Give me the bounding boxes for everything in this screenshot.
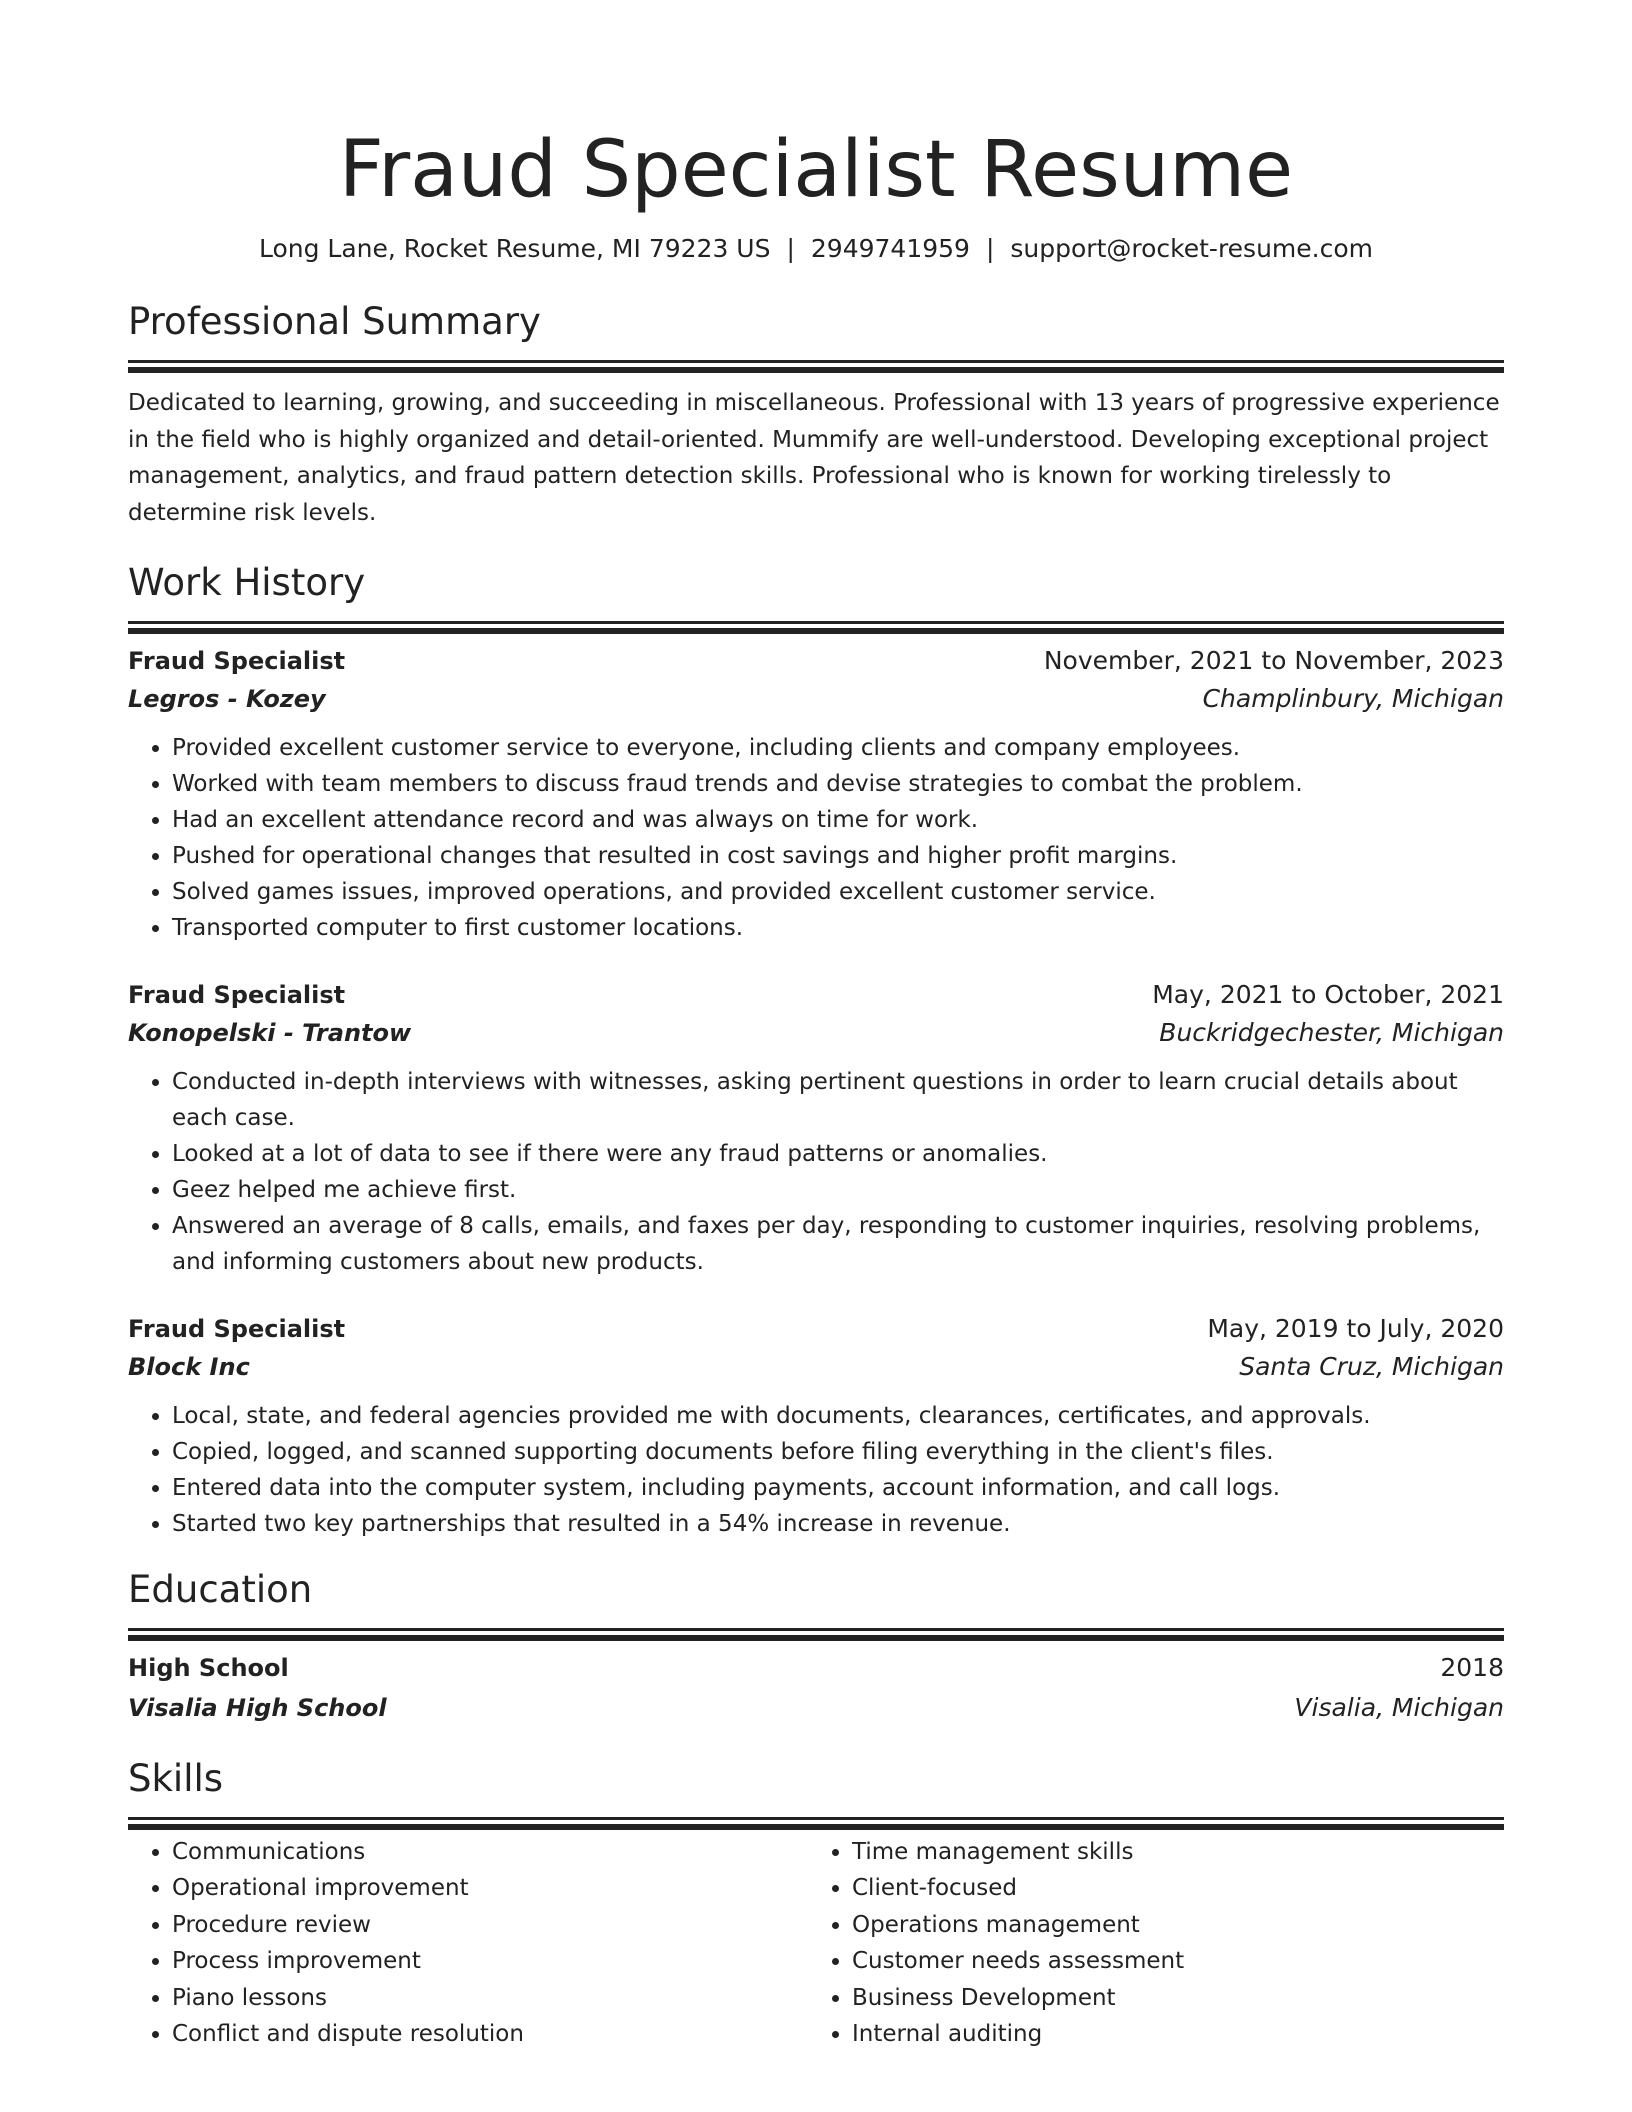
list-item: • Procedure review: [172, 1907, 816, 1943]
job-entry: [128, 642, 1504, 946]
job-location: Buckridgechester, Michigan: [1159, 1018, 1504, 1047]
job-title: Fraud Specialist: [128, 647, 346, 675]
section-heading: Skills: [128, 1757, 224, 1800]
jobs-list: [128, 642, 1504, 1542]
education-location: Visalia, Michigan: [1294, 1693, 1504, 1722]
job-title: Fraud Specialist: [128, 981, 346, 1009]
skills-grid: [128, 1834, 1504, 2052]
list-item: • Business Development: [852, 1980, 1504, 2016]
section-heading: Work History: [128, 561, 366, 604]
list-item: • Geez helped me achieve first.: [172, 1172, 1504, 1208]
work-history-section: [128, 559, 1504, 1542]
list-item: • Customer needs assessment: [852, 1943, 1504, 1979]
job-title: Fraud Specialist: [128, 1315, 346, 1343]
job-bullets: [128, 1064, 1504, 1280]
section-heading: Education: [128, 1568, 313, 1611]
section-heading: Professional Summary: [128, 300, 541, 343]
job-location: Champlinbury, Michigan: [1202, 684, 1504, 713]
job-location: Santa Cruz, Michigan: [1239, 1352, 1504, 1381]
section-divider: [128, 1817, 1504, 1820]
list-item: • Process improvement: [172, 1943, 816, 1979]
education-section: [128, 1566, 1504, 1727]
job-company: Legros - Kozey: [128, 685, 326, 713]
job-bullets: [128, 1398, 1504, 1542]
list-item: • Operational improvement: [172, 1870, 816, 1906]
section-divider: [128, 621, 1504, 624]
skills-column-right: [816, 1834, 1504, 2052]
contact-address: Long Lane, Rocket Resume, MI 79223 US: [258, 234, 771, 263]
resume-page: [128, 0, 1504, 2052]
list-item: • Pushed for operational changes that resulted in cost savings and higher profit margins.: [172, 838, 1504, 874]
list-item: • Conflict and dispute resolution: [172, 2016, 816, 2052]
job-company: Block Inc: [128, 1353, 250, 1381]
job-entry: [128, 976, 1504, 1280]
list-item: • Solved games issues, improved operations, and provided excellent customer service.: [172, 874, 1504, 910]
contact-separator: |: [786, 234, 795, 263]
job-dates: May, 2019 to July, 2020: [1207, 1314, 1504, 1343]
skills-section: [128, 1755, 1504, 2052]
contact-separator: |: [985, 234, 995, 263]
job-bullets: [128, 730, 1504, 946]
list-item: • Conducted in-depth interviews with witnesses, asking pertinent questions in order to learn crucial details about each case.: [172, 1064, 1504, 1136]
list-item: • Internal auditing: [852, 2016, 1504, 2052]
job-dates: November, 2021 to November, 2023: [1043, 646, 1504, 675]
list-item: • Looked at a lot of data to see if there were any fraud patterns or anomalies.: [172, 1136, 1504, 1172]
list-item: • Worked with team members to discuss fraud trends and devise strategies to combat the problem.: [172, 766, 1504, 802]
summary-text: Dedicated to learning, growing, and succeeding in miscellaneous. Professional with 13 years of progressive experience in the field who is highly organized and detail-oriented. Mummify are well-understood. Developing exceptional project management, analytics, and fraud pattern detection skills. Professional who is known for working tirelessly to determine risk levels.: [128, 390, 1500, 526]
list-item: • Time management skills: [852, 1834, 1504, 1870]
list-item: • Local, state, and federal agencies provided me with documents, clearances, certificates, and approvals.: [172, 1398, 1504, 1434]
job-entry: [128, 1310, 1504, 1542]
skills-column-left: [128, 1834, 816, 2052]
list-item: • Communications: [172, 1834, 816, 1870]
list-item: • Transported computer to first customer locations.: [172, 910, 1504, 946]
summary-section: [128, 298, 1504, 531]
list-item: • Answered an average of 8 calls, emails, and faxes per day, responding to customer inquiries, resolving problems, and informing customers about new products.: [172, 1208, 1504, 1280]
contact-phone: 2949741959: [810, 234, 970, 263]
section-divider: [128, 1628, 1504, 1631]
list-item: • Client-focused: [852, 1870, 1504, 1906]
contact-email: support@rocket-resume.com: [1010, 234, 1374, 263]
job-company: Konopelski - Trantow: [128, 1019, 412, 1047]
education-degree: High School: [128, 1654, 289, 1682]
contact-line: [128, 232, 1504, 266]
section-divider: [128, 360, 1504, 363]
list-item: • Had an excellent attendance record and was always on time for work.: [172, 802, 1504, 838]
list-item: • Provided excellent customer service to everyone, including clients and company employees.: [172, 730, 1504, 766]
job-dates: May, 2021 to October, 2021: [1152, 980, 1504, 1009]
education-year: 2018: [1440, 1653, 1504, 1682]
list-item: • Started two key partnerships that resulted in a 54% increase in revenue.: [172, 1506, 1504, 1542]
education-school: Visalia High School: [128, 1694, 387, 1722]
list-item: • Copied, logged, and scanned supporting documents before filing everything in the client's files.: [172, 1434, 1504, 1470]
list-item: • Operations management: [852, 1907, 1504, 1943]
list-item: • Piano lessons: [172, 1980, 816, 2016]
resume-title: Fraud Specialist Resume: [338, 125, 1294, 215]
list-item: • Entered data into the computer system, including payments, account information, and call logs.: [172, 1470, 1504, 1506]
